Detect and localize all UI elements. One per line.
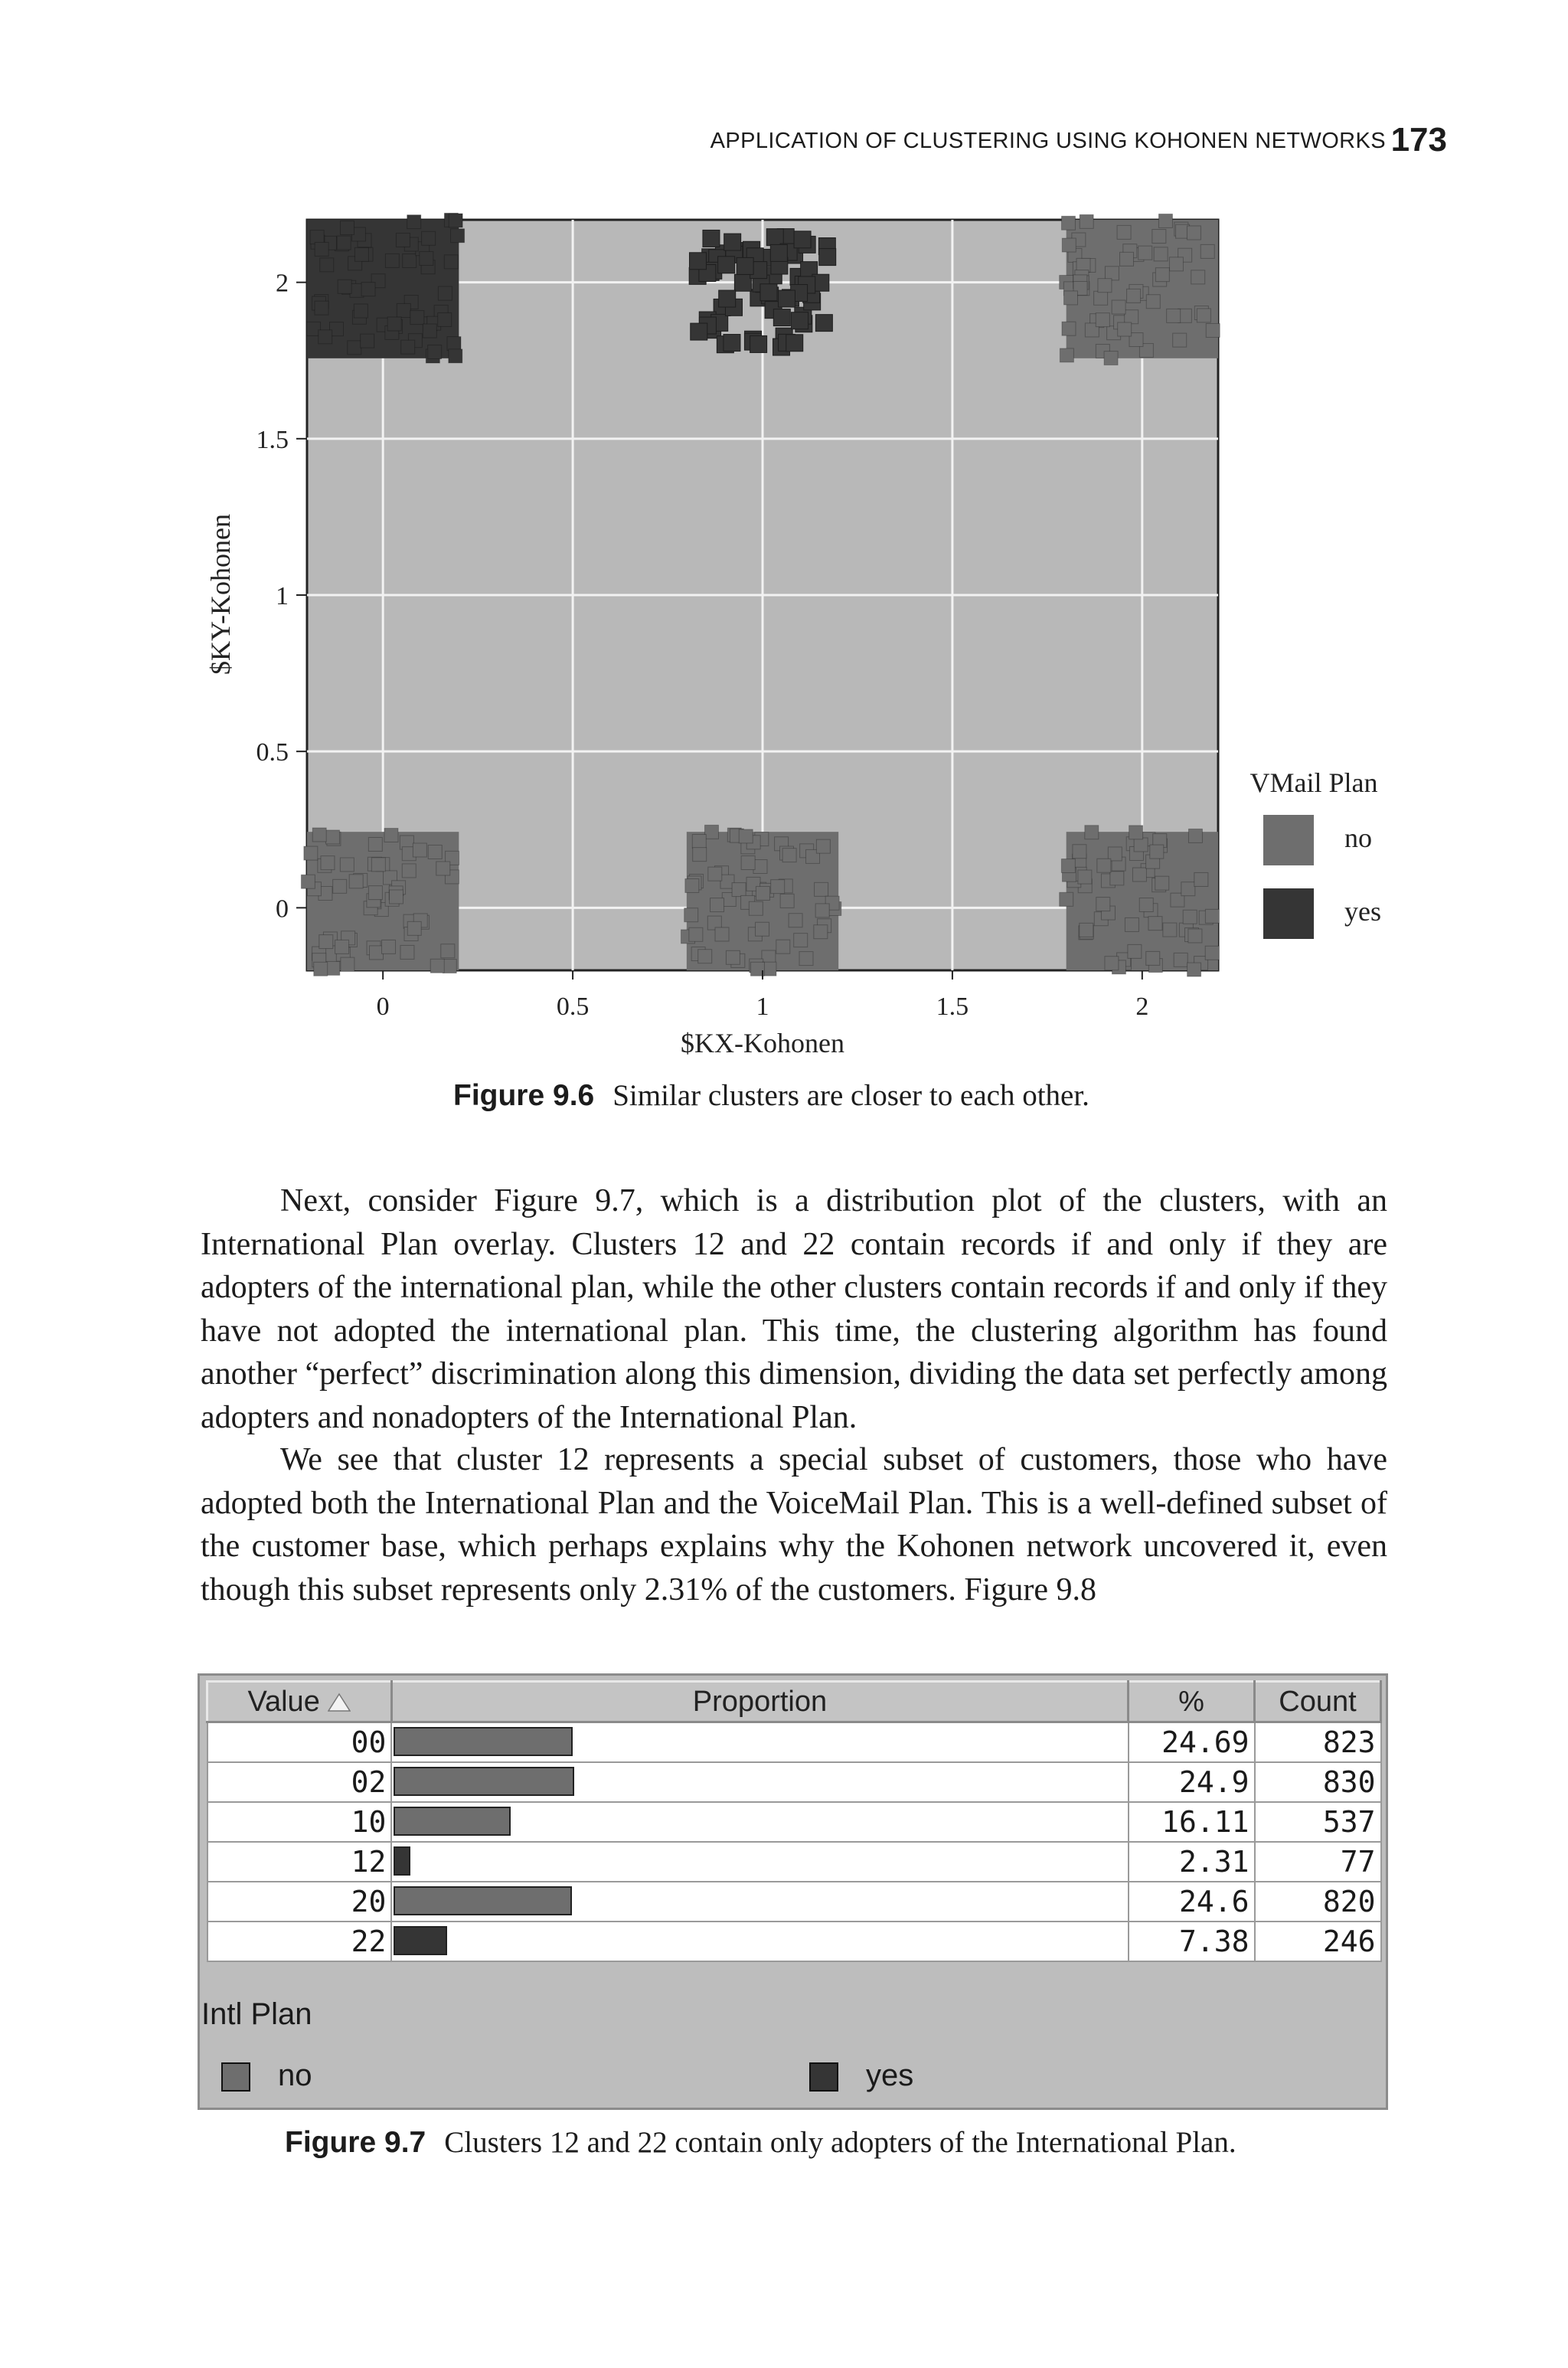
cluster-point [1155, 876, 1169, 890]
cluster-point [1105, 267, 1119, 280]
cluster-point [770, 244, 787, 261]
legend-title: VMail Plan [1250, 767, 1378, 798]
cluster-point [1155, 268, 1169, 282]
cluster-point [1127, 289, 1141, 303]
figure-9-6-caption-text: Similar clusters are closer to each other. [612, 1079, 1089, 1112]
cluster-point [749, 901, 763, 915]
figure-9-7-caption-text: Clusters 12 and 22 contain only adopters of the International Plan. [444, 2126, 1236, 2159]
cluster-point [407, 215, 421, 229]
cluster-yes-0-2 [307, 213, 465, 363]
cluster-point [1129, 826, 1143, 839]
cluster-point [1125, 917, 1138, 931]
legend-label-yes: yes [1344, 896, 1381, 927]
figure-9-7-distribution-table [198, 1673, 1388, 2110]
cluster-point [691, 323, 707, 340]
cluster-point [341, 957, 354, 971]
cluster-point [312, 828, 326, 842]
figure-9-7-label: Figure 9.7 [285, 2126, 426, 2159]
cluster-point [1134, 838, 1148, 852]
cluster-point [1174, 953, 1187, 966]
cluster-point [1096, 898, 1110, 911]
cluster-point [776, 940, 790, 953]
cluster-point [451, 229, 465, 243]
cluster-point [689, 253, 706, 270]
y-tick-label: 0 [276, 895, 289, 924]
cluster-point [750, 335, 767, 352]
cluster-point [799, 952, 813, 966]
cluster-point [340, 858, 354, 872]
legend-swatch-no [1263, 815, 1314, 865]
cluster-point [794, 231, 811, 248]
cluster-point [756, 886, 769, 900]
cell-proportion [391, 1882, 1128, 1922]
cluster-point [1138, 246, 1152, 260]
running-head: APPLICATION OF CLUSTERING USING KOHONEN NETWORKS [710, 129, 1386, 153]
table-row[interactable] [207, 1802, 1381, 1842]
cluster-point [1063, 291, 1077, 305]
cluster-point [385, 253, 399, 267]
cluster-point [382, 940, 396, 953]
paragraph-1: Next, consider Figure 9.7, which is a distribution plot of the clusters, with an International Plan overlay. Clusters 12 and 22 contain records if and only if they are adopters of the international plan, while the other clusters contain records if and only if they have not adopted the international plan. This time, the clustering algorithm has found another “perfect” discrimination along this dimension, dividing the data set perfectly among adopters and nonadopters of the International Plan. [201, 1183, 1387, 1435]
y-tick-label: 0.5 [256, 738, 289, 767]
cluster-point [703, 230, 720, 247]
cluster-point [420, 251, 433, 265]
cluster-point [441, 944, 455, 958]
cluster-point [407, 921, 421, 935]
cluster-point [304, 846, 318, 860]
column-header-count[interactable]: Count [1255, 1682, 1381, 1722]
sort-ascending-icon [328, 1693, 351, 1712]
proportion-bar [394, 1926, 447, 1955]
cluster-point [814, 925, 828, 939]
cluster-point [338, 280, 351, 293]
cluster-point [1167, 309, 1181, 322]
cluster-point [1060, 892, 1073, 906]
cluster-point [401, 340, 415, 354]
cluster-point [741, 856, 755, 870]
cell-proportion [391, 1722, 1128, 1763]
cluster-point [780, 894, 794, 908]
cluster-point [815, 904, 829, 917]
cluster-point [773, 309, 790, 326]
figure-9-6-label: Figure 9.6 [453, 1079, 595, 1112]
cluster-point [1080, 214, 1093, 228]
cluster-point [349, 875, 363, 888]
y-tick-label: 1 [276, 582, 289, 610]
cluster-point [428, 845, 442, 859]
cluster-point [423, 324, 436, 338]
proportion-bar [394, 1767, 574, 1796]
cluster-point [315, 301, 328, 315]
cluster-point [413, 843, 426, 857]
cluster-point [301, 875, 315, 888]
page-number: 173 [1390, 121, 1447, 159]
cluster-point [719, 290, 736, 307]
proportion-bar [394, 1727, 573, 1756]
cluster-point [792, 312, 808, 329]
cluster-point [1191, 270, 1205, 284]
cluster-point [1073, 845, 1086, 859]
cluster-point [368, 886, 382, 900]
cluster-point [361, 334, 374, 348]
cluster-point [1181, 882, 1195, 896]
cluster-point [449, 214, 462, 227]
cluster-point [443, 960, 456, 973]
cluster-point [447, 337, 461, 351]
x-axis-label: $KX-Kohonen [681, 1028, 844, 1058]
cluster-point [789, 914, 802, 927]
cluster-point [387, 317, 401, 331]
cluster-point [786, 335, 803, 352]
y-tick-label: 1.5 [256, 425, 289, 454]
cell-value: 10 [207, 1802, 392, 1842]
y-axis-label: $KY-Kohonen [205, 514, 236, 675]
cluster-point [1139, 898, 1153, 912]
cluster-point [369, 946, 383, 960]
cluster-point [819, 249, 836, 266]
cell-value: 02 [207, 1762, 392, 1802]
cluster-point [320, 258, 334, 272]
cell-proportion [391, 1762, 1128, 1802]
figure-9-7-caption [285, 2125, 1236, 2160]
cluster-point [354, 247, 368, 261]
cluster-point [1120, 252, 1134, 266]
cluster-no-2-0 [1060, 826, 1220, 976]
table-row[interactable] [207, 1722, 1381, 1763]
cell-value: 20 [207, 1882, 392, 1922]
table-row[interactable] [207, 1762, 1381, 1802]
cluster-point [348, 341, 361, 355]
cluster-point [396, 233, 410, 247]
cluster-point [318, 330, 332, 344]
cluster-point [403, 253, 416, 267]
cell-count: 77 [1255, 1842, 1381, 1882]
cluster-point [1125, 310, 1138, 324]
cluster-point [1200, 244, 1214, 258]
cluster-point [1097, 859, 1111, 872]
cluster-point [1105, 957, 1119, 970]
column-header-percent[interactable]: % [1129, 1682, 1255, 1722]
cluster-point [689, 927, 703, 941]
cluster-point [708, 867, 722, 881]
cluster-point [315, 242, 328, 256]
proportion-bar [394, 1807, 511, 1836]
cluster-point [1118, 322, 1132, 336]
cluster-point [325, 830, 339, 844]
cluster-point [436, 862, 450, 875]
cluster-point [692, 835, 706, 849]
cluster-point [704, 825, 718, 839]
cluster-point [1188, 929, 1202, 943]
table-row[interactable] [207, 1882, 1381, 1922]
cluster-point [1152, 230, 1166, 244]
cluster-point [321, 856, 335, 870]
cluster-point [1205, 946, 1219, 960]
cluster-point [724, 335, 740, 352]
cluster-point [684, 908, 698, 922]
cluster-point [1188, 829, 1202, 842]
cell-percent: 16.11 [1129, 1802, 1255, 1842]
cluster-point [390, 890, 403, 904]
cluster-point [368, 837, 382, 851]
cluster-point [718, 257, 735, 273]
cluster-point [1104, 352, 1118, 365]
cluster-point [1112, 300, 1125, 314]
cell-percent: 2.31 [1129, 1842, 1255, 1882]
cluster-point [1132, 868, 1146, 881]
cluster-point [756, 922, 769, 936]
cell-percent: 24.69 [1129, 1722, 1255, 1763]
column-header-value[interactable] [207, 1682, 392, 1722]
table-header-row [207, 1682, 1381, 1722]
cell-percent: 7.38 [1129, 1922, 1255, 1961]
cluster-point [1205, 909, 1219, 923]
paragraph-2: We see that cluster 12 represents a special subset of customers, those who have adopted both the International Plan and the VoiceMail Plan. This is a well-defined subset of the customer base, which perhaps explains why the Kohonen network uncovered it, even though this subset represents only 2.31% of the customers. Figure 9.8 [201, 1442, 1387, 1608]
cluster-point [1173, 333, 1187, 347]
cluster-point [1062, 322, 1076, 335]
cluster-point [337, 236, 351, 250]
cluster-point [314, 962, 328, 976]
cluster-no-1-0 [681, 825, 841, 976]
cluster-point [766, 229, 783, 246]
cell-proportion [391, 1842, 1128, 1882]
cell-count: 537 [1255, 1802, 1381, 1842]
cluster-point [1154, 247, 1168, 261]
cluster-point [726, 950, 740, 964]
cluster-point [449, 349, 462, 363]
cluster-point [815, 315, 832, 332]
cluster-point [333, 879, 347, 893]
cluster-point [397, 303, 410, 317]
cluster-point [430, 959, 444, 973]
cluster-point [1187, 963, 1201, 976]
cluster-point [1085, 826, 1099, 839]
cluster-point [1062, 238, 1076, 252]
cluster-point [361, 283, 375, 296]
cluster-point [422, 231, 436, 245]
cluster-point [1158, 214, 1172, 227]
table-row[interactable] [207, 1922, 1381, 1961]
cluster-point [1183, 910, 1197, 924]
cluster-point [760, 284, 777, 301]
proportion-bar [394, 1846, 410, 1876]
cluster-point [771, 880, 785, 894]
cluster-point [1060, 348, 1073, 362]
cluster-point [778, 290, 795, 307]
cluster-point [1061, 216, 1075, 230]
cluster-point [1080, 923, 1093, 937]
cluster-point [815, 882, 828, 896]
cluster-point [734, 274, 751, 291]
cluster-point [1187, 226, 1200, 240]
cluster-point [319, 935, 333, 949]
cluster-point [438, 312, 452, 326]
cluster-point [1110, 872, 1124, 885]
cluster-point [444, 255, 458, 269]
x-tick-label: 1 [756, 993, 769, 1021]
cluster-point [1078, 870, 1092, 884]
table-row[interactable] [207, 1842, 1381, 1882]
cluster-point [739, 829, 753, 843]
legend-label-no: no [278, 2059, 312, 2092]
cell-percent: 24.9 [1129, 1762, 1255, 1802]
x-tick-label: 2 [1135, 993, 1149, 1021]
cluster-point [1061, 859, 1075, 873]
intl-plan-legend-title: Intl Plan [201, 1997, 312, 2031]
cell-value: 00 [207, 1722, 392, 1763]
cluster-point [335, 940, 349, 953]
cluster-point [1146, 295, 1160, 309]
legend-label-no: no [1344, 823, 1372, 853]
cluster-point [400, 945, 414, 959]
cluster-point [1163, 923, 1177, 937]
cluster-point [326, 961, 340, 975]
cluster-point [737, 257, 753, 274]
cluster-point [794, 934, 808, 947]
proportion-bar [394, 1886, 572, 1915]
cluster-point [1094, 291, 1108, 305]
legend-label-yes: yes [866, 2059, 914, 2092]
cell-count: 246 [1255, 1922, 1381, 1961]
cluster-point [782, 849, 796, 862]
cluster-point [1146, 951, 1160, 965]
cluster-point [698, 950, 712, 963]
cluster-point [685, 879, 699, 893]
cluster-point [1096, 313, 1109, 327]
column-header-proportion[interactable]: Proportion [391, 1682, 1128, 1722]
y-tick-label: 2 [276, 269, 289, 298]
cluster-point [1150, 845, 1164, 859]
cell-value: 22 [207, 1922, 392, 1961]
cluster-no-0-0 [301, 828, 459, 976]
cluster-point [402, 864, 416, 878]
cluster-point [438, 286, 452, 300]
cluster-point [1098, 279, 1112, 293]
cell-proportion [391, 1802, 1128, 1842]
value-header-label: Value [247, 1685, 320, 1718]
cluster-point [1206, 323, 1220, 337]
cluster-no-2-2 [1060, 214, 1220, 365]
figure-9-6-caption [453, 1078, 1089, 1113]
cluster-point [354, 304, 368, 318]
cluster-point [1117, 225, 1131, 239]
cluster-point [724, 234, 741, 250]
legend-swatch-yes [1263, 888, 1314, 939]
cell-count: 820 [1255, 1882, 1381, 1922]
cell-percent: 24.6 [1129, 1882, 1255, 1922]
cell-value: 12 [207, 1842, 392, 1882]
cluster-point [340, 221, 354, 234]
cluster-point [371, 858, 385, 872]
legend-swatch-yes [809, 2062, 838, 2092]
cluster-point [1148, 917, 1162, 931]
cell-count: 830 [1255, 1762, 1381, 1802]
figure-9-6-scatter-plot [0, 0, 1568, 1103]
cluster-point [428, 345, 442, 358]
x-tick-label: 0.5 [556, 993, 590, 1021]
cluster-point [384, 829, 398, 842]
x-tick-label: 1.5 [936, 993, 969, 1021]
cell-proportion [391, 1922, 1128, 1961]
cluster-point [1194, 872, 1208, 886]
cluster-point [693, 848, 707, 862]
cluster-point [753, 859, 767, 873]
x-tick-label: 0 [376, 993, 390, 1021]
cluster-point [410, 311, 424, 325]
cluster-point [732, 883, 746, 897]
legend-swatch-no [221, 2062, 250, 2092]
distribution-table [206, 1680, 1382, 1962]
cluster-point [1128, 944, 1142, 958]
cell-count: 823 [1255, 1722, 1381, 1763]
cluster-point [1197, 309, 1210, 322]
cluster-point [715, 927, 729, 941]
cluster-point [816, 839, 830, 853]
cluster-point [710, 898, 724, 912]
cluster-point [1169, 257, 1183, 271]
